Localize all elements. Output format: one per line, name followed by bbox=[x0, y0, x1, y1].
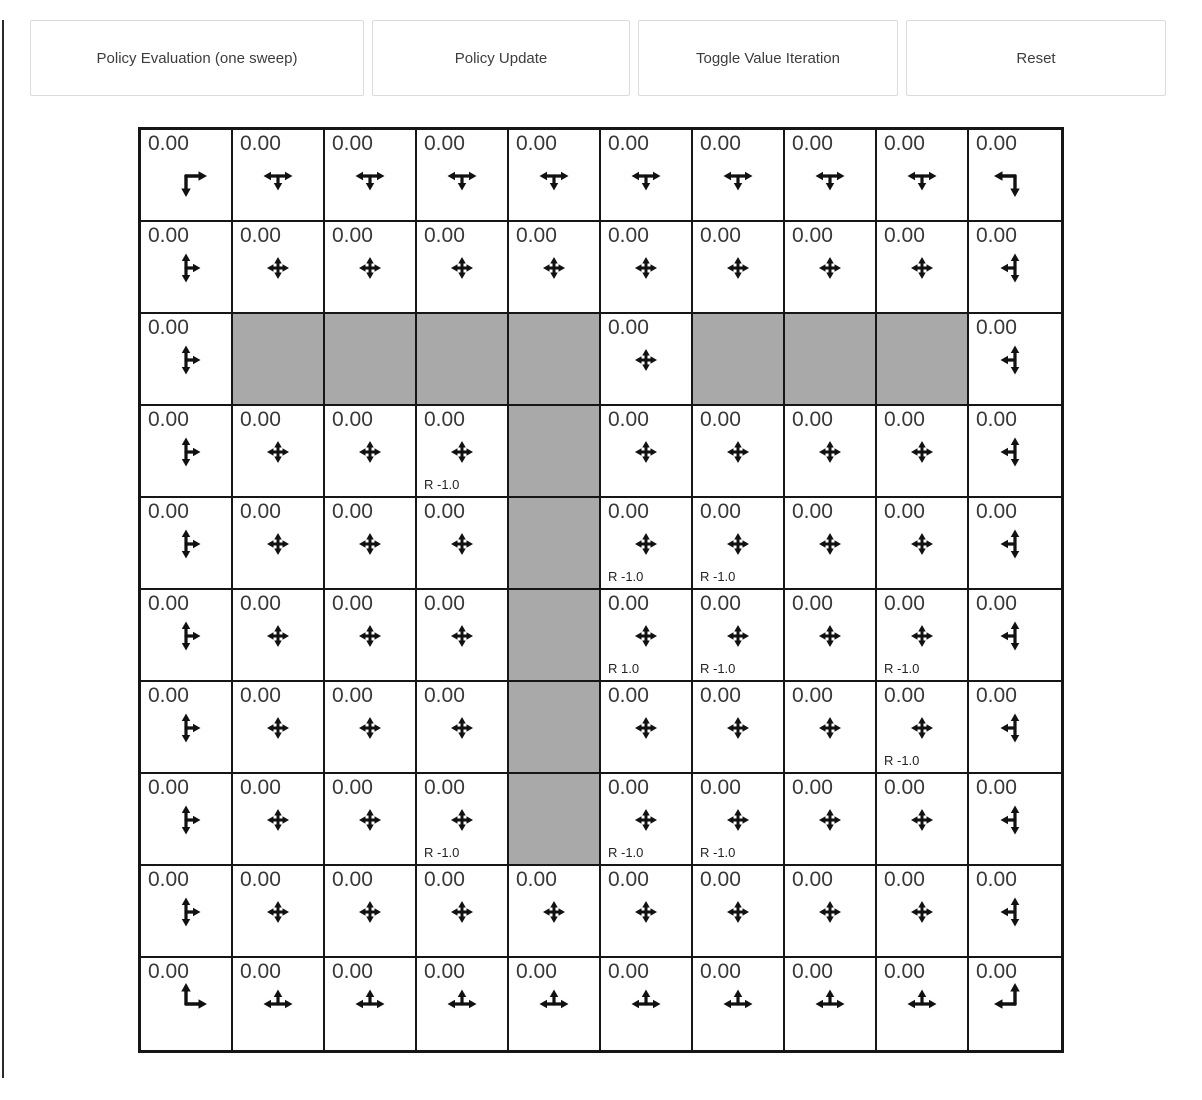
policy-arrows-udlr-icon bbox=[532, 890, 576, 934]
policy-arrows-udlr-icon bbox=[256, 614, 300, 658]
state-value: 0.00 bbox=[976, 408, 1017, 431]
state-value: 0.00 bbox=[976, 684, 1017, 707]
policy-arrows-lrd-icon bbox=[624, 154, 668, 198]
policy-arrows-udlr-icon bbox=[716, 522, 760, 566]
grid-wall-cell[interactable] bbox=[509, 682, 601, 774]
grid-cell[interactable] bbox=[233, 682, 325, 774]
grid-cell[interactable] bbox=[877, 130, 969, 222]
policy-arrows-udlr-icon bbox=[716, 706, 760, 750]
grid-cell[interactable] bbox=[141, 866, 233, 958]
grid-cell[interactable] bbox=[325, 774, 417, 866]
grid-cell[interactable] bbox=[785, 774, 877, 866]
state-value: 0.00 bbox=[332, 408, 373, 431]
grid-cell[interactable] bbox=[601, 222, 693, 314]
grid-cell[interactable] bbox=[785, 130, 877, 222]
policy-arrows-udlr-icon bbox=[808, 430, 852, 474]
grid-cell[interactable] bbox=[233, 590, 325, 682]
state-value: 0.00 bbox=[148, 408, 189, 431]
state-value: 0.00 bbox=[700, 408, 741, 431]
grid-cell[interactable] bbox=[877, 406, 969, 498]
grid-cell[interactable] bbox=[601, 406, 693, 498]
grid-cell[interactable] bbox=[601, 866, 693, 958]
grid-cell[interactable] bbox=[877, 498, 969, 590]
state-value: 0.00 bbox=[424, 132, 465, 155]
policy-arrows-udlr-icon bbox=[532, 246, 576, 290]
policy-arrows-udlr-icon bbox=[440, 430, 484, 474]
grid-cell[interactable] bbox=[233, 866, 325, 958]
reward-label: R -1.0 bbox=[700, 845, 736, 860]
state-value: 0.00 bbox=[884, 408, 925, 431]
policy-arrows-rd-icon bbox=[164, 154, 208, 198]
state-value: 0.00 bbox=[792, 684, 833, 707]
grid-cell[interactable] bbox=[785, 682, 877, 774]
grid-cell[interactable] bbox=[969, 682, 1061, 774]
policy-arrows-udlr-icon bbox=[440, 706, 484, 750]
state-value: 0.00 bbox=[240, 776, 281, 799]
state-value: 0.00 bbox=[976, 500, 1017, 523]
grid-cell[interactable] bbox=[325, 866, 417, 958]
grid-cell[interactable] bbox=[141, 774, 233, 866]
grid-cell[interactable] bbox=[233, 498, 325, 590]
grid-cell[interactable] bbox=[601, 590, 693, 682]
state-value: 0.00 bbox=[148, 684, 189, 707]
window-edge-line bbox=[2, 20, 4, 1078]
policy-arrows-ulr-icon bbox=[716, 982, 760, 1026]
policy-arrows-lrd-icon bbox=[256, 154, 300, 198]
policy-arrows-udlr-icon bbox=[900, 522, 944, 566]
policy-arrows-udlr-icon bbox=[440, 614, 484, 658]
reward-label: R -1.0 bbox=[700, 661, 736, 676]
state-value: 0.00 bbox=[608, 592, 649, 615]
grid-cell[interactable] bbox=[325, 406, 417, 498]
state-value: 0.00 bbox=[608, 132, 649, 155]
policy-arrows-udlr-icon bbox=[256, 798, 300, 842]
policy-arrows-udlr-icon bbox=[348, 890, 392, 934]
state-value: 0.00 bbox=[700, 592, 741, 615]
policy-arrows-ulr-icon bbox=[440, 982, 484, 1026]
policy-arrows-ulr-icon bbox=[348, 982, 392, 1026]
grid-cell[interactable] bbox=[785, 498, 877, 590]
policy-arrows-udlr-icon bbox=[900, 430, 944, 474]
grid-wall-cell[interactable] bbox=[509, 590, 601, 682]
reward-label: R -1.0 bbox=[700, 569, 736, 584]
grid-wall-cell[interactable] bbox=[417, 314, 509, 406]
policy-arrows-udlr-icon bbox=[348, 798, 392, 842]
grid-wall-cell[interactable] bbox=[693, 314, 785, 406]
grid-cell[interactable] bbox=[141, 222, 233, 314]
state-value: 0.00 bbox=[700, 960, 741, 983]
policy-arrows-udlr-icon bbox=[624, 706, 668, 750]
state-value: 0.00 bbox=[240, 408, 281, 431]
state-value: 0.00 bbox=[608, 316, 649, 339]
state-value: 0.00 bbox=[884, 868, 925, 891]
grid-cell[interactable] bbox=[509, 222, 601, 314]
policy-arrows-udlr-icon bbox=[256, 522, 300, 566]
policy-update-button[interactable]: Policy Update bbox=[372, 20, 630, 96]
grid-wall-cell[interactable] bbox=[509, 498, 601, 590]
policy-arrows-udlr-icon bbox=[440, 890, 484, 934]
state-value: 0.00 bbox=[240, 868, 281, 891]
policy-arrows-udr-icon bbox=[164, 246, 208, 290]
grid-cell[interactable] bbox=[785, 958, 877, 1050]
state-value: 0.00 bbox=[792, 500, 833, 523]
state-value: 0.00 bbox=[884, 224, 925, 247]
policy-arrows-udlr-icon bbox=[808, 706, 852, 750]
state-value: 0.00 bbox=[608, 500, 649, 523]
policy-arrows-ulr-icon bbox=[900, 982, 944, 1026]
policy-arrows-ul-icon bbox=[993, 982, 1037, 1026]
state-value: 0.00 bbox=[240, 592, 281, 615]
state-value: 0.00 bbox=[332, 684, 373, 707]
grid-wall-cell[interactable] bbox=[325, 314, 417, 406]
reward-label: R -1.0 bbox=[424, 477, 460, 492]
policy-arrows-lrd-icon bbox=[900, 154, 944, 198]
reward-label: R -1.0 bbox=[608, 569, 644, 584]
policy-arrows-ld-icon bbox=[993, 154, 1037, 198]
state-value: 0.00 bbox=[884, 132, 925, 155]
policy-arrows-ur-icon bbox=[164, 982, 208, 1026]
policy-arrows-udlr-icon bbox=[624, 430, 668, 474]
policy-arrows-udlr-icon bbox=[716, 430, 760, 474]
state-value: 0.00 bbox=[332, 500, 373, 523]
state-value: 0.00 bbox=[976, 132, 1017, 155]
reset-button[interactable]: Reset bbox=[906, 20, 1166, 96]
state-value: 0.00 bbox=[792, 868, 833, 891]
policy-arrows-udr-icon bbox=[164, 522, 208, 566]
grid-cell[interactable] bbox=[877, 682, 969, 774]
state-value: 0.00 bbox=[792, 224, 833, 247]
state-value: 0.00 bbox=[700, 132, 741, 155]
state-value: 0.00 bbox=[976, 960, 1017, 983]
grid-wall-cell[interactable] bbox=[509, 314, 601, 406]
policy-arrows-lrd-icon bbox=[532, 154, 576, 198]
state-value: 0.00 bbox=[148, 592, 189, 615]
toolbar bbox=[30, 20, 1166, 96]
policy-arrows-udlr-icon bbox=[900, 706, 944, 750]
grid-cell[interactable] bbox=[969, 498, 1061, 590]
state-value: 0.00 bbox=[240, 960, 281, 983]
grid-cell[interactable] bbox=[785, 406, 877, 498]
policy-arrows-udl-icon bbox=[993, 338, 1037, 382]
grid-cell[interactable] bbox=[693, 222, 785, 314]
state-value: 0.00 bbox=[884, 960, 925, 983]
state-value: 0.00 bbox=[700, 684, 741, 707]
state-value: 0.00 bbox=[976, 316, 1017, 339]
policy-arrows-udlr-icon bbox=[716, 798, 760, 842]
grid-cell[interactable] bbox=[417, 774, 509, 866]
policy-arrows-udl-icon bbox=[993, 614, 1037, 658]
grid-cell[interactable] bbox=[785, 222, 877, 314]
grid-cell[interactable] bbox=[325, 222, 417, 314]
state-value: 0.00 bbox=[608, 224, 649, 247]
state-value: 0.00 bbox=[884, 684, 925, 707]
grid-cell[interactable] bbox=[417, 866, 509, 958]
state-value: 0.00 bbox=[700, 224, 741, 247]
grid-cell[interactable] bbox=[693, 406, 785, 498]
grid-cell[interactable] bbox=[417, 222, 509, 314]
grid-cell[interactable] bbox=[417, 130, 509, 222]
grid-cell[interactable] bbox=[969, 130, 1061, 222]
grid-cell[interactable] bbox=[877, 774, 969, 866]
grid-cell[interactable] bbox=[693, 590, 785, 682]
grid-cell[interactable] bbox=[601, 958, 693, 1050]
state-value: 0.00 bbox=[792, 960, 833, 983]
state-value: 0.00 bbox=[608, 960, 649, 983]
policy-arrows-udlr-icon bbox=[348, 522, 392, 566]
policy-arrows-udlr-icon bbox=[624, 246, 668, 290]
policy-arrows-udlr-icon bbox=[348, 614, 392, 658]
grid-cell[interactable] bbox=[969, 866, 1061, 958]
state-value: 0.00 bbox=[792, 132, 833, 155]
state-value: 0.00 bbox=[424, 684, 465, 707]
policy-arrows-lrd-icon bbox=[348, 154, 392, 198]
grid-cell[interactable] bbox=[325, 590, 417, 682]
grid-cell[interactable] bbox=[969, 222, 1061, 314]
policy-arrows-udlr-icon bbox=[256, 890, 300, 934]
policy-arrows-udl-icon bbox=[993, 522, 1037, 566]
grid-cell[interactable] bbox=[141, 958, 233, 1050]
state-value: 0.00 bbox=[976, 868, 1017, 891]
state-value: 0.00 bbox=[240, 500, 281, 523]
grid-wall-cell[interactable] bbox=[877, 314, 969, 406]
policy-arrows-udlr-icon bbox=[624, 614, 668, 658]
policy-arrows-udr-icon bbox=[164, 614, 208, 658]
state-value: 0.00 bbox=[424, 500, 465, 523]
grid-cell[interactable] bbox=[969, 774, 1061, 866]
grid-cell[interactable] bbox=[601, 498, 693, 590]
state-value: 0.00 bbox=[332, 132, 373, 155]
state-value: 0.00 bbox=[424, 868, 465, 891]
grid-cell[interactable] bbox=[233, 222, 325, 314]
state-value: 0.00 bbox=[516, 224, 557, 247]
grid-cell[interactable] bbox=[233, 406, 325, 498]
policy-arrows-udl-icon bbox=[993, 706, 1037, 750]
state-value: 0.00 bbox=[148, 316, 189, 339]
toggle-value-iteration-button[interactable]: Toggle Value Iteration bbox=[638, 20, 898, 96]
policy-arrows-udlr-icon bbox=[900, 246, 944, 290]
reward-label: R 1.0 bbox=[608, 661, 640, 676]
state-value: 0.00 bbox=[976, 224, 1017, 247]
reward-label: R -1.0 bbox=[424, 845, 460, 860]
gridworld bbox=[138, 127, 1064, 1053]
state-value: 0.00 bbox=[700, 868, 741, 891]
grid-cell[interactable] bbox=[693, 958, 785, 1050]
grid-cell[interactable] bbox=[693, 774, 785, 866]
policy-arrows-udlr-icon bbox=[716, 890, 760, 934]
state-value: 0.00 bbox=[516, 868, 557, 891]
reward-label: R -1.0 bbox=[884, 661, 920, 676]
state-value: 0.00 bbox=[424, 776, 465, 799]
policy-arrows-udl-icon bbox=[993, 890, 1037, 934]
grid-wall-cell[interactable] bbox=[233, 314, 325, 406]
grid-cell[interactable] bbox=[325, 958, 417, 1050]
reward-label: R -1.0 bbox=[884, 753, 920, 768]
state-value: 0.00 bbox=[976, 776, 1017, 799]
grid-cell[interactable] bbox=[969, 958, 1061, 1050]
policy-arrows-udlr-icon bbox=[808, 522, 852, 566]
policy-arrows-udr-icon bbox=[164, 890, 208, 934]
policy-arrows-udlr-icon bbox=[440, 246, 484, 290]
grid-cell[interactable] bbox=[233, 774, 325, 866]
policy-arrows-udlr-icon bbox=[624, 522, 668, 566]
policy-arrows-udlr-icon bbox=[808, 798, 852, 842]
state-value: 0.00 bbox=[516, 960, 557, 983]
state-value: 0.00 bbox=[332, 592, 373, 615]
policy-arrows-udlr-icon bbox=[256, 430, 300, 474]
grid-cell[interactable] bbox=[877, 866, 969, 958]
policy-arrows-lrd-icon bbox=[716, 154, 760, 198]
grid-cell[interactable] bbox=[693, 498, 785, 590]
state-value: 0.00 bbox=[148, 776, 189, 799]
grid-cell[interactable] bbox=[601, 774, 693, 866]
state-value: 0.00 bbox=[424, 224, 465, 247]
grid-cell[interactable] bbox=[141, 498, 233, 590]
policy-arrows-udlr-icon bbox=[624, 890, 668, 934]
state-value: 0.00 bbox=[700, 500, 741, 523]
state-value: 0.00 bbox=[516, 132, 557, 155]
state-value: 0.00 bbox=[240, 224, 281, 247]
policy-arrows-udlr-icon bbox=[624, 798, 668, 842]
grid-cell[interactable] bbox=[141, 682, 233, 774]
grid-cell[interactable] bbox=[969, 314, 1061, 406]
grid-cell[interactable] bbox=[601, 130, 693, 222]
state-value: 0.00 bbox=[148, 960, 189, 983]
grid-cell[interactable] bbox=[509, 130, 601, 222]
state-value: 0.00 bbox=[424, 408, 465, 431]
state-value: 0.00 bbox=[884, 592, 925, 615]
grid-cell[interactable] bbox=[785, 866, 877, 958]
policy-arrows-udlr-icon bbox=[808, 890, 852, 934]
policy-arrows-udl-icon bbox=[993, 430, 1037, 474]
state-value: 0.00 bbox=[608, 868, 649, 891]
state-value: 0.00 bbox=[792, 592, 833, 615]
policy-arrows-udlr-icon bbox=[716, 614, 760, 658]
policy-arrows-udlr-icon bbox=[256, 246, 300, 290]
policy-arrows-udl-icon bbox=[993, 798, 1037, 842]
policy-arrows-udlr-icon bbox=[624, 338, 668, 382]
grid-cell[interactable] bbox=[141, 406, 233, 498]
policy-arrows-ulr-icon bbox=[532, 982, 576, 1026]
policy-arrows-lrd-icon bbox=[440, 154, 484, 198]
grid-wall-cell[interactable] bbox=[785, 314, 877, 406]
grid-cell[interactable] bbox=[693, 682, 785, 774]
state-value: 0.00 bbox=[240, 684, 281, 707]
policy-arrows-udl-icon bbox=[993, 246, 1037, 290]
state-value: 0.00 bbox=[240, 132, 281, 155]
policy-arrows-udr-icon bbox=[164, 798, 208, 842]
policy-evaluation-button[interactable]: Policy Evaluation (one sweep) bbox=[30, 20, 364, 96]
policy-arrows-udlr-icon bbox=[440, 798, 484, 842]
state-value: 0.00 bbox=[332, 776, 373, 799]
state-value: 0.00 bbox=[148, 224, 189, 247]
grid-cell[interactable] bbox=[693, 130, 785, 222]
policy-arrows-udlr-icon bbox=[900, 890, 944, 934]
state-value: 0.00 bbox=[332, 868, 373, 891]
policy-arrows-udlr-icon bbox=[900, 798, 944, 842]
policy-arrows-udlr-icon bbox=[348, 706, 392, 750]
grid-cell[interactable] bbox=[877, 222, 969, 314]
policy-arrows-udlr-icon bbox=[348, 430, 392, 474]
grid-cell[interactable] bbox=[601, 682, 693, 774]
grid-cell[interactable] bbox=[417, 590, 509, 682]
state-value: 0.00 bbox=[148, 868, 189, 891]
state-value: 0.00 bbox=[976, 592, 1017, 615]
grid-cell[interactable] bbox=[693, 866, 785, 958]
policy-arrows-lrd-icon bbox=[808, 154, 852, 198]
grid-cell[interactable] bbox=[509, 866, 601, 958]
policy-arrows-udlr-icon bbox=[256, 706, 300, 750]
policy-arrows-udlr-icon bbox=[716, 246, 760, 290]
grid-cell[interactable] bbox=[877, 958, 969, 1050]
policy-arrows-udr-icon bbox=[164, 430, 208, 474]
grid-cell[interactable] bbox=[325, 682, 417, 774]
state-value: 0.00 bbox=[424, 592, 465, 615]
grid-cell[interactable] bbox=[417, 682, 509, 774]
grid-cell[interactable] bbox=[141, 314, 233, 406]
policy-arrows-ulr-icon bbox=[624, 982, 668, 1026]
state-value: 0.00 bbox=[332, 224, 373, 247]
state-value: 0.00 bbox=[332, 960, 373, 983]
grid-wall-cell[interactable] bbox=[509, 406, 601, 498]
policy-arrows-udr-icon bbox=[164, 706, 208, 750]
grid-wall-cell[interactable] bbox=[509, 774, 601, 866]
state-value: 0.00 bbox=[792, 776, 833, 799]
state-value: 0.00 bbox=[700, 776, 741, 799]
grid-cell[interactable] bbox=[601, 314, 693, 406]
policy-arrows-udlr-icon bbox=[808, 614, 852, 658]
grid-cell[interactable] bbox=[877, 590, 969, 682]
grid-cell[interactable] bbox=[141, 130, 233, 222]
grid-cell[interactable] bbox=[233, 130, 325, 222]
state-value: 0.00 bbox=[608, 684, 649, 707]
grid-cell[interactable] bbox=[141, 590, 233, 682]
grid-cell[interactable] bbox=[785, 590, 877, 682]
grid-cell[interactable] bbox=[509, 958, 601, 1050]
grid-cell[interactable] bbox=[969, 590, 1061, 682]
state-value: 0.00 bbox=[148, 500, 189, 523]
state-value: 0.00 bbox=[424, 960, 465, 983]
grid-cell[interactable] bbox=[417, 406, 509, 498]
grid-cell[interactable] bbox=[233, 958, 325, 1050]
reward-label: R -1.0 bbox=[608, 845, 644, 860]
policy-arrows-udr-icon bbox=[164, 338, 208, 382]
state-value: 0.00 bbox=[148, 132, 189, 155]
policy-arrows-ulr-icon bbox=[808, 982, 852, 1026]
grid-cell[interactable] bbox=[969, 406, 1061, 498]
state-value: 0.00 bbox=[608, 776, 649, 799]
state-value: 0.00 bbox=[884, 500, 925, 523]
state-value: 0.00 bbox=[884, 776, 925, 799]
policy-arrows-udlr-icon bbox=[900, 614, 944, 658]
grid-cell[interactable] bbox=[325, 498, 417, 590]
grid-cell[interactable] bbox=[417, 958, 509, 1050]
state-value: 0.00 bbox=[792, 408, 833, 431]
policy-arrows-udlr-icon bbox=[348, 246, 392, 290]
policy-arrows-udlr-icon bbox=[808, 246, 852, 290]
grid-cell[interactable] bbox=[417, 498, 509, 590]
policy-arrows-ulr-icon bbox=[256, 982, 300, 1026]
grid-cell[interactable] bbox=[325, 130, 417, 222]
policy-arrows-udlr-icon bbox=[440, 522, 484, 566]
state-value: 0.00 bbox=[608, 408, 649, 431]
